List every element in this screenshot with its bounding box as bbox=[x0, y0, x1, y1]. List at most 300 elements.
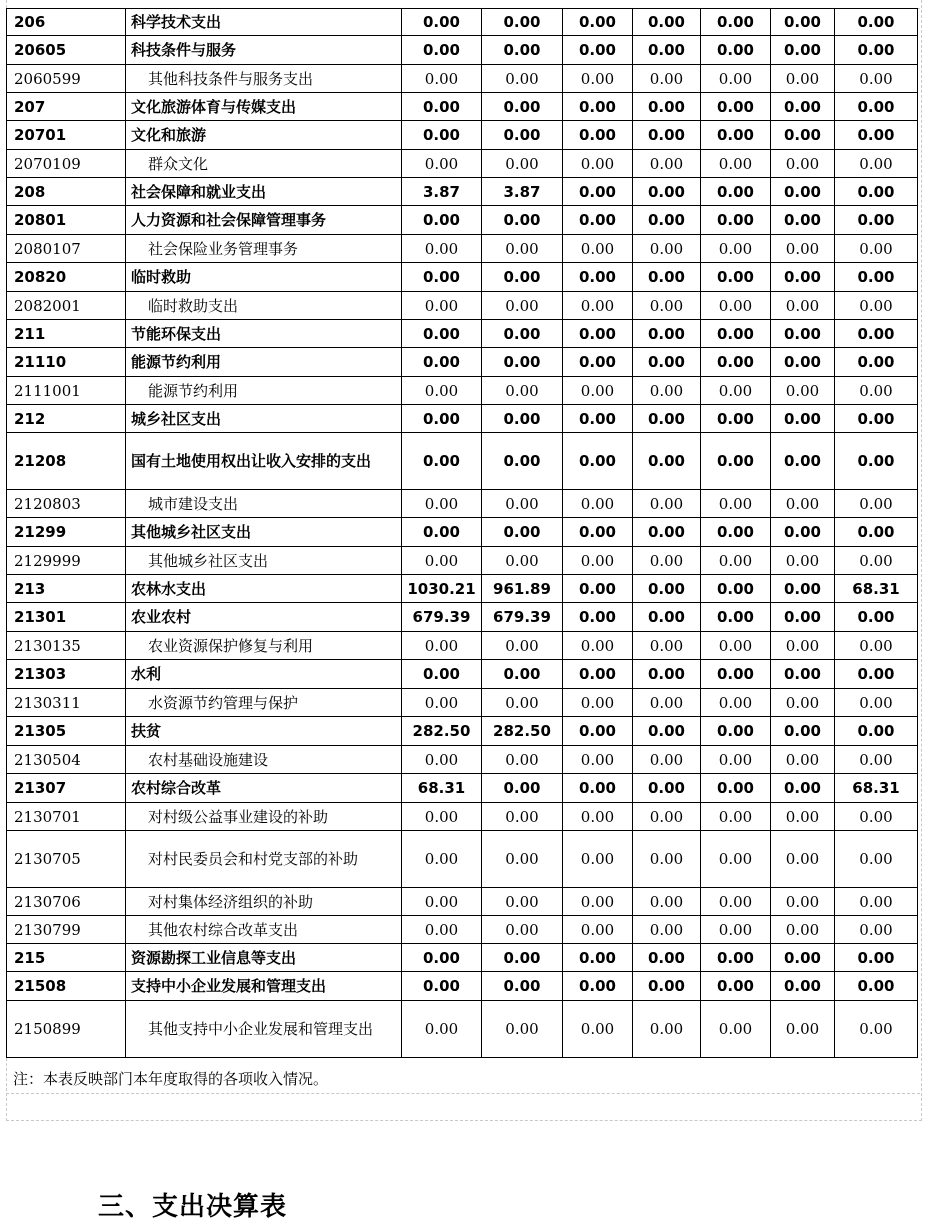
table-row bbox=[7, 490, 918, 518]
amount-cell: 0.00 bbox=[563, 178, 633, 206]
amount-cell: 0.00 bbox=[402, 235, 482, 263]
subject-name-cell: 临时救助支出 bbox=[126, 292, 402, 320]
subject-name-cell: 扶贫 bbox=[126, 717, 402, 746]
amount-cell: 0.00 bbox=[835, 518, 918, 547]
amount-cell: 0.00 bbox=[482, 9, 563, 36]
amount-cell: 0.00 bbox=[835, 93, 918, 121]
amount-cell: 0.00 bbox=[482, 547, 563, 575]
amount-cell: 68.31 bbox=[835, 774, 918, 803]
amount-cell: 0.00 bbox=[633, 660, 701, 689]
table-row bbox=[7, 746, 918, 774]
amount-cell: 0.00 bbox=[633, 36, 701, 65]
amount-cell: 0.00 bbox=[482, 972, 563, 1001]
amount-cell: 0.00 bbox=[482, 689, 563, 717]
amount-cell: 0.00 bbox=[402, 632, 482, 660]
amount-cell: 0.00 bbox=[402, 518, 482, 547]
amount-cell: 0.00 bbox=[563, 603, 633, 632]
amount-cell: 3.87 bbox=[482, 178, 563, 206]
amount-cell: 0.00 bbox=[633, 831, 701, 888]
subject-name-cell: 水资源节约管理与保护 bbox=[126, 689, 402, 717]
subject-code-cell: 2111001 bbox=[7, 377, 126, 405]
subject-name-cell: 支持中小企业发展和管理支出 bbox=[126, 972, 402, 1001]
amount-cell: 0.00 bbox=[771, 717, 835, 746]
amount-cell: 0.00 bbox=[835, 916, 918, 944]
amount-cell: 0.00 bbox=[701, 150, 771, 178]
amount-cell: 0.00 bbox=[835, 377, 918, 405]
amount-cell: 0.00 bbox=[835, 603, 918, 632]
table-row bbox=[7, 405, 918, 433]
subject-code-cell: 2130799 bbox=[7, 916, 126, 944]
subject-name-cell: 城市建设支出 bbox=[126, 490, 402, 518]
amount-cell: 0.00 bbox=[482, 632, 563, 660]
amount-cell: 0.00 bbox=[482, 944, 563, 972]
subject-code-cell: 20701 bbox=[7, 121, 126, 150]
amount-cell: 0.00 bbox=[771, 235, 835, 263]
amount-cell: 0.00 bbox=[701, 660, 771, 689]
table-row bbox=[7, 603, 918, 632]
subject-name-cell: 群众文化 bbox=[126, 150, 402, 178]
amount-cell: 0.00 bbox=[563, 490, 633, 518]
amount-cell: 0.00 bbox=[701, 348, 771, 377]
amount-cell: 0.00 bbox=[482, 320, 563, 348]
table-row bbox=[7, 717, 918, 746]
subject-name-cell: 资源勘探工业信息等支出 bbox=[126, 944, 402, 972]
amount-cell: 0.00 bbox=[633, 121, 701, 150]
amount-cell: 0.00 bbox=[633, 972, 701, 1001]
amount-cell: 0.00 bbox=[835, 292, 918, 320]
amount-cell: 0.00 bbox=[633, 575, 701, 603]
amount-cell: 0.00 bbox=[402, 36, 482, 65]
amount-cell: 0.00 bbox=[563, 9, 633, 36]
subject-name-cell: 其他农村综合改革支出 bbox=[126, 916, 402, 944]
amount-cell: 0.00 bbox=[771, 916, 835, 944]
amount-cell: 0.00 bbox=[633, 377, 701, 405]
subject-name-cell: 文化和旅游 bbox=[126, 121, 402, 150]
amount-cell: 0.00 bbox=[482, 831, 563, 888]
table-row bbox=[7, 972, 918, 1001]
amount-cell: 0.00 bbox=[771, 972, 835, 1001]
amount-cell: 0.00 bbox=[482, 1001, 563, 1058]
amount-cell: 0.00 bbox=[482, 916, 563, 944]
amount-cell: 0.00 bbox=[835, 490, 918, 518]
note-divider bbox=[6, 1093, 920, 1094]
table-row bbox=[7, 433, 918, 490]
amount-cell: 0.00 bbox=[771, 632, 835, 660]
table-row bbox=[7, 916, 918, 944]
amount-cell: 0.00 bbox=[771, 1001, 835, 1058]
amount-cell: 0.00 bbox=[701, 9, 771, 36]
amount-cell: 0.00 bbox=[701, 292, 771, 320]
subject-name-cell: 水利 bbox=[126, 660, 402, 689]
amount-cell: 0.00 bbox=[402, 888, 482, 916]
amount-cell: 0.00 bbox=[482, 518, 563, 547]
amount-cell: 0.00 bbox=[771, 575, 835, 603]
amount-cell: 0.00 bbox=[633, 746, 701, 774]
amount-cell: 0.00 bbox=[563, 717, 633, 746]
table-row bbox=[7, 263, 918, 292]
amount-cell: 0.00 bbox=[771, 36, 835, 65]
subject-code-cell: 2150899 bbox=[7, 1001, 126, 1058]
subject-code-cell: 2130705 bbox=[7, 831, 126, 888]
subject-name-cell: 能源节约利用 bbox=[126, 377, 402, 405]
subject-name-cell: 其他城乡社区支出 bbox=[126, 547, 402, 575]
table-row bbox=[7, 660, 918, 689]
amount-cell: 0.00 bbox=[835, 206, 918, 235]
amount-cell: 0.00 bbox=[402, 803, 482, 831]
amount-cell: 0.00 bbox=[771, 178, 835, 206]
amount-cell: 0.00 bbox=[482, 377, 563, 405]
amount-cell: 0.00 bbox=[563, 235, 633, 263]
table-row bbox=[7, 36, 918, 65]
amount-cell: 0.00 bbox=[771, 348, 835, 377]
amount-cell: 0.00 bbox=[482, 121, 563, 150]
amount-cell: 0.00 bbox=[633, 603, 701, 632]
amount-cell: 0.00 bbox=[701, 36, 771, 65]
amount-cell: 0.00 bbox=[835, 178, 918, 206]
amount-cell: 0.00 bbox=[633, 348, 701, 377]
amount-cell: 0.00 bbox=[835, 717, 918, 746]
amount-cell: 0.00 bbox=[402, 150, 482, 178]
amount-cell: 0.00 bbox=[563, 150, 633, 178]
amount-cell: 0.00 bbox=[482, 263, 563, 292]
amount-cell: 0.00 bbox=[701, 263, 771, 292]
table-note: 注：本表反映部门本年度取得的各项收入情况。 bbox=[13, 1070, 329, 1088]
subject-code-cell: 212 bbox=[7, 405, 126, 433]
amount-cell: 0.00 bbox=[835, 348, 918, 377]
amount-cell: 0.00 bbox=[402, 490, 482, 518]
amount-cell: 0.00 bbox=[402, 972, 482, 1001]
amount-cell: 0.00 bbox=[482, 292, 563, 320]
amount-cell: 0.00 bbox=[835, 36, 918, 65]
amount-cell: 0.00 bbox=[835, 660, 918, 689]
subject-code-cell: 2070109 bbox=[7, 150, 126, 178]
amount-cell: 0.00 bbox=[563, 831, 633, 888]
amount-cell: 0.00 bbox=[771, 433, 835, 490]
amount-cell: 0.00 bbox=[771, 65, 835, 93]
amount-cell: 0.00 bbox=[771, 603, 835, 632]
amount-cell: 0.00 bbox=[701, 93, 771, 121]
table-row bbox=[7, 206, 918, 235]
subject-name-cell: 科学技术支出 bbox=[126, 9, 402, 36]
amount-cell: 0.00 bbox=[633, 65, 701, 93]
amount-cell: 0.00 bbox=[701, 944, 771, 972]
amount-cell: 0.00 bbox=[633, 547, 701, 575]
amount-cell: 0.00 bbox=[563, 320, 633, 348]
amount-cell: 0.00 bbox=[633, 433, 701, 490]
amount-cell: 0.00 bbox=[701, 547, 771, 575]
amount-cell: 0.00 bbox=[835, 746, 918, 774]
amount-cell: 0.00 bbox=[835, 1001, 918, 1058]
amount-cell: 0.00 bbox=[563, 689, 633, 717]
amount-cell: 0.00 bbox=[633, 235, 701, 263]
subject-name-cell: 节能环保支出 bbox=[126, 320, 402, 348]
subject-name-cell: 文化旅游体育与传媒支出 bbox=[126, 93, 402, 121]
table-row bbox=[7, 65, 918, 93]
amount-cell: 0.00 bbox=[633, 150, 701, 178]
amount-cell: 0.00 bbox=[482, 65, 563, 93]
amount-cell: 0.00 bbox=[633, 632, 701, 660]
amount-cell: 0.00 bbox=[633, 689, 701, 717]
amount-cell: 961.89 bbox=[482, 575, 563, 603]
subject-name-cell: 社会保障和就业支出 bbox=[126, 178, 402, 206]
amount-cell: 0.00 bbox=[771, 93, 835, 121]
table-row bbox=[7, 518, 918, 547]
amount-cell: 0.00 bbox=[402, 944, 482, 972]
amount-cell: 0.00 bbox=[701, 405, 771, 433]
amount-cell: 0.00 bbox=[771, 292, 835, 320]
amount-cell: 0.00 bbox=[563, 774, 633, 803]
amount-cell: 0.00 bbox=[633, 916, 701, 944]
amount-cell: 0.00 bbox=[701, 433, 771, 490]
subject-code-cell: 21508 bbox=[7, 972, 126, 1001]
amount-cell: 0.00 bbox=[701, 972, 771, 1001]
amount-cell: 0.00 bbox=[563, 888, 633, 916]
subject-code-cell: 2129999 bbox=[7, 547, 126, 575]
amount-cell: 0.00 bbox=[402, 377, 482, 405]
table-row bbox=[7, 320, 918, 348]
subject-code-cell: 2120803 bbox=[7, 490, 126, 518]
amount-cell: 0.00 bbox=[563, 547, 633, 575]
subject-code-cell: 207 bbox=[7, 93, 126, 121]
amount-cell: 0.00 bbox=[563, 1001, 633, 1058]
amount-cell: 0.00 bbox=[771, 547, 835, 575]
amount-cell: 0.00 bbox=[701, 377, 771, 405]
amount-cell: 282.50 bbox=[482, 717, 563, 746]
amount-cell: 0.00 bbox=[402, 1001, 482, 1058]
subject-code-cell: 2130504 bbox=[7, 746, 126, 774]
amount-cell: 679.39 bbox=[482, 603, 563, 632]
subject-code-cell: 21110 bbox=[7, 348, 126, 377]
amount-cell: 0.00 bbox=[835, 944, 918, 972]
amount-cell: 0.00 bbox=[771, 150, 835, 178]
amount-cell: 0.00 bbox=[771, 888, 835, 916]
table-row bbox=[7, 632, 918, 660]
amount-cell: 0.00 bbox=[701, 803, 771, 831]
amount-cell: 0.00 bbox=[701, 717, 771, 746]
amount-cell: 0.00 bbox=[835, 803, 918, 831]
subject-code-cell: 21303 bbox=[7, 660, 126, 689]
amount-cell: 0.00 bbox=[771, 9, 835, 36]
amount-cell: 3.87 bbox=[402, 178, 482, 206]
amount-cell: 282.50 bbox=[402, 717, 482, 746]
amount-cell: 0.00 bbox=[402, 405, 482, 433]
table-row bbox=[7, 803, 918, 831]
amount-cell: 0.00 bbox=[771, 774, 835, 803]
amount-cell: 0.00 bbox=[633, 774, 701, 803]
subject-code-cell: 21208 bbox=[7, 433, 126, 490]
amount-cell: 0.00 bbox=[835, 235, 918, 263]
table-row bbox=[7, 178, 918, 206]
table-row bbox=[7, 121, 918, 150]
subject-name-cell: 人力资源和社会保障管理事务 bbox=[126, 206, 402, 235]
amount-cell: 0.00 bbox=[482, 348, 563, 377]
amount-cell: 0.00 bbox=[402, 348, 482, 377]
subject-name-cell: 农林水支出 bbox=[126, 575, 402, 603]
amount-cell: 0.00 bbox=[482, 433, 563, 490]
amount-cell: 0.00 bbox=[835, 547, 918, 575]
subject-name-cell: 对村集体经济组织的补助 bbox=[126, 888, 402, 916]
amount-cell: 0.00 bbox=[835, 972, 918, 1001]
subject-code-cell: 21307 bbox=[7, 774, 126, 803]
amount-cell: 0.00 bbox=[633, 490, 701, 518]
subject-code-cell: 2080107 bbox=[7, 235, 126, 263]
amount-cell: 0.00 bbox=[482, 36, 563, 65]
table-row bbox=[7, 150, 918, 178]
subject-name-cell: 临时救助 bbox=[126, 263, 402, 292]
amount-cell: 0.00 bbox=[633, 1001, 701, 1058]
table-row bbox=[7, 575, 918, 603]
income-table bbox=[6, 8, 918, 1058]
subject-name-cell: 其他城乡社区支出 bbox=[126, 518, 402, 547]
amount-cell: 0.00 bbox=[633, 944, 701, 972]
subject-code-cell: 20605 bbox=[7, 36, 126, 65]
subject-code-cell: 206 bbox=[7, 9, 126, 36]
subject-code-cell: 20801 bbox=[7, 206, 126, 235]
amount-cell: 0.00 bbox=[633, 717, 701, 746]
amount-cell: 0.00 bbox=[771, 831, 835, 888]
amount-cell: 0.00 bbox=[835, 689, 918, 717]
amount-cell: 0.00 bbox=[482, 150, 563, 178]
amount-cell: 0.00 bbox=[563, 65, 633, 93]
subject-name-cell: 农村综合改革 bbox=[126, 774, 402, 803]
amount-cell: 0.00 bbox=[701, 689, 771, 717]
amount-cell: 0.00 bbox=[402, 9, 482, 36]
amount-cell: 0.00 bbox=[563, 292, 633, 320]
amount-cell: 0.00 bbox=[482, 803, 563, 831]
amount-cell: 679.39 bbox=[402, 603, 482, 632]
amount-cell: 0.00 bbox=[835, 405, 918, 433]
amount-cell: 0.00 bbox=[633, 93, 701, 121]
subject-name-cell: 国有土地使用权出让收入安排的支出 bbox=[126, 433, 402, 490]
amount-cell: 0.00 bbox=[563, 93, 633, 121]
amount-cell: 0.00 bbox=[402, 746, 482, 774]
amount-cell: 0.00 bbox=[771, 746, 835, 774]
amount-cell: 0.00 bbox=[835, 9, 918, 36]
amount-cell: 0.00 bbox=[563, 518, 633, 547]
subject-code-cell: 2060599 bbox=[7, 65, 126, 93]
amount-cell: 68.31 bbox=[835, 575, 918, 603]
amount-cell: 0.00 bbox=[482, 490, 563, 518]
amount-cell: 0.00 bbox=[771, 689, 835, 717]
amount-cell: 0.00 bbox=[701, 888, 771, 916]
subject-code-cell: 2130311 bbox=[7, 689, 126, 717]
amount-cell: 0.00 bbox=[701, 320, 771, 348]
amount-cell: 0.00 bbox=[563, 944, 633, 972]
amount-cell: 0.00 bbox=[563, 377, 633, 405]
amount-cell: 0.00 bbox=[402, 65, 482, 93]
subject-code-cell: 208 bbox=[7, 178, 126, 206]
subject-code-cell: 2130135 bbox=[7, 632, 126, 660]
table-row bbox=[7, 292, 918, 320]
amount-cell: 0.00 bbox=[402, 206, 482, 235]
subject-name-cell: 能源节约利用 bbox=[126, 348, 402, 377]
amount-cell: 0.00 bbox=[563, 916, 633, 944]
amount-cell: 0.00 bbox=[563, 433, 633, 490]
amount-cell: 0.00 bbox=[701, 206, 771, 235]
amount-cell: 0.00 bbox=[402, 916, 482, 944]
amount-cell: 0.00 bbox=[701, 575, 771, 603]
table-row bbox=[7, 831, 918, 888]
amount-cell: 0.00 bbox=[482, 405, 563, 433]
amount-cell: 0.00 bbox=[402, 547, 482, 575]
amount-cell: 0.00 bbox=[563, 36, 633, 65]
subject-code-cell: 2082001 bbox=[7, 292, 126, 320]
amount-cell: 0.00 bbox=[402, 689, 482, 717]
amount-cell: 0.00 bbox=[402, 93, 482, 121]
subject-code-cell: 21299 bbox=[7, 518, 126, 547]
amount-cell: 0.00 bbox=[482, 235, 563, 263]
amount-cell: 0.00 bbox=[701, 746, 771, 774]
subject-name-cell: 农村基础设施建设 bbox=[126, 746, 402, 774]
table-row bbox=[7, 9, 918, 36]
amount-cell: 0.00 bbox=[771, 121, 835, 150]
table-row bbox=[7, 377, 918, 405]
amount-cell: 0.00 bbox=[482, 93, 563, 121]
table-row bbox=[7, 1001, 918, 1058]
amount-cell: 0.00 bbox=[701, 235, 771, 263]
table-row bbox=[7, 235, 918, 263]
table-row bbox=[7, 888, 918, 916]
amount-cell: 0.00 bbox=[835, 65, 918, 93]
amount-cell: 0.00 bbox=[701, 632, 771, 660]
amount-cell: 0.00 bbox=[835, 888, 918, 916]
subject-name-cell: 对村级公益事业建设的补助 bbox=[126, 803, 402, 831]
amount-cell: 0.00 bbox=[402, 831, 482, 888]
amount-cell: 68.31 bbox=[402, 774, 482, 803]
amount-cell: 0.00 bbox=[771, 320, 835, 348]
subject-code-cell: 2130701 bbox=[7, 803, 126, 831]
amount-cell: 0.00 bbox=[835, 320, 918, 348]
amount-cell: 0.00 bbox=[482, 888, 563, 916]
amount-cell: 0.00 bbox=[633, 803, 701, 831]
subject-name-cell: 科技条件与服务 bbox=[126, 36, 402, 65]
amount-cell: 0.00 bbox=[835, 263, 918, 292]
amount-cell: 0.00 bbox=[835, 831, 918, 888]
amount-cell: 0.00 bbox=[701, 1001, 771, 1058]
table-row bbox=[7, 774, 918, 803]
amount-cell: 0.00 bbox=[701, 518, 771, 547]
amount-cell: 0.00 bbox=[701, 774, 771, 803]
subject-name-cell: 其他科技条件与服务支出 bbox=[126, 65, 402, 93]
table-row bbox=[7, 348, 918, 377]
amount-cell: 0.00 bbox=[563, 348, 633, 377]
subject-name-cell: 其他支持中小企业发展和管理支出 bbox=[126, 1001, 402, 1058]
amount-cell: 0.00 bbox=[402, 320, 482, 348]
subject-name-cell: 农业农村 bbox=[126, 603, 402, 632]
subject-code-cell: 215 bbox=[7, 944, 126, 972]
table-row bbox=[7, 689, 918, 717]
amount-cell: 0.00 bbox=[835, 121, 918, 150]
amount-cell: 0.00 bbox=[563, 972, 633, 1001]
subject-name-cell: 城乡社区支出 bbox=[126, 405, 402, 433]
amount-cell: 0.00 bbox=[771, 490, 835, 518]
amount-cell: 0.00 bbox=[771, 206, 835, 235]
amount-cell: 1030.21 bbox=[402, 575, 482, 603]
amount-cell: 0.00 bbox=[563, 121, 633, 150]
table-row bbox=[7, 93, 918, 121]
amount-cell: 0.00 bbox=[835, 150, 918, 178]
amount-cell: 0.00 bbox=[482, 660, 563, 689]
amount-cell: 0.00 bbox=[633, 263, 701, 292]
amount-cell: 0.00 bbox=[633, 206, 701, 235]
amount-cell: 0.00 bbox=[563, 632, 633, 660]
amount-cell: 0.00 bbox=[835, 433, 918, 490]
amount-cell: 0.00 bbox=[771, 944, 835, 972]
amount-cell: 0.00 bbox=[771, 518, 835, 547]
amount-cell: 0.00 bbox=[563, 206, 633, 235]
subject-code-cell: 2130706 bbox=[7, 888, 126, 916]
amount-cell: 0.00 bbox=[771, 405, 835, 433]
